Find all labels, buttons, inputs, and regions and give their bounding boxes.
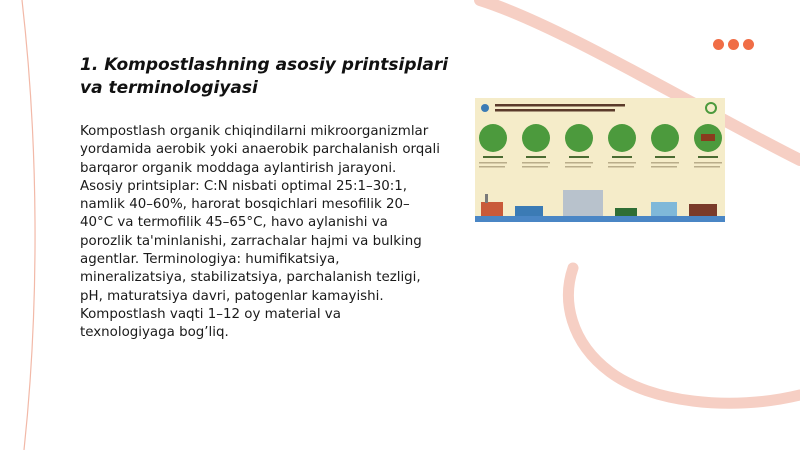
infographic-heading-line (495, 104, 625, 107)
stage-caption (569, 156, 589, 158)
stage-description (522, 166, 548, 168)
stage-description (522, 162, 550, 164)
stage-description (565, 166, 591, 168)
decorative-arc-lower (568, 268, 800, 403)
logo-icon (481, 104, 489, 112)
stage-caption (612, 156, 632, 158)
stage-description (608, 166, 634, 168)
compost-stage-icon (565, 124, 593, 152)
factory-chimney (485, 194, 488, 203)
water-tank-icon (651, 202, 677, 216)
ground-strip (475, 216, 725, 222)
cityscape-icon (563, 190, 603, 216)
composting-infographic (475, 98, 725, 222)
building-icon (689, 204, 717, 216)
machinery-icon (615, 208, 637, 216)
truck-icon (515, 206, 543, 216)
stage-description (608, 162, 636, 164)
dot (743, 39, 754, 50)
stage-description (651, 166, 677, 168)
dot (713, 39, 724, 50)
compost-stage-icon (608, 124, 636, 152)
stage-description (694, 162, 722, 164)
dot (728, 39, 739, 50)
stage-description (479, 166, 505, 168)
compost-pile-icon (701, 134, 715, 141)
decorative-thin-line (22, 0, 35, 450)
slide-title: 1. Kompostlashning asosiy printsiplari va terminologiyasi (80, 55, 449, 98)
compost-stage-icon (479, 124, 507, 152)
stage-caption (526, 156, 546, 158)
stage-description (694, 166, 720, 168)
infographic-heading-line (495, 109, 615, 112)
stage-description (565, 162, 593, 164)
compost-stage-icon (651, 124, 679, 152)
stage-description (651, 162, 679, 164)
stage-description (479, 162, 507, 164)
stage-caption (698, 156, 718, 158)
compost-stage-icon (522, 124, 550, 152)
stage-caption (483, 156, 503, 158)
stage-caption (655, 156, 675, 158)
factory-icon (481, 202, 503, 216)
slide-body-text: Kompostlash organik chiqindilarni mikroorganizmlar yordamida aerobik yoki anaerobik parchalanish orqali barqaror organik moddaga aylantirish jarayoni. Asosiy printsiplar: C:N nisbati optimal 25:1–30:1, namlik 40–60%, harorat bosqichlari mesofilik 20–40°C va termofilik 45–65°C, havo aylanishi va porozlik ta'minlanishi, zarrachalar hajmi va bulking agentlar. Terminologiya: humifikatsiya, mineralizatsiya, stabilizatsiya, parchalanish tezligi, pH, maturatsiya davri, patogenlar kamayishi. Kompostlash vaqti 1–12 oy material va texnologiyaga bog’liq. (80, 124, 440, 341)
menu-dots-icon (713, 39, 754, 50)
